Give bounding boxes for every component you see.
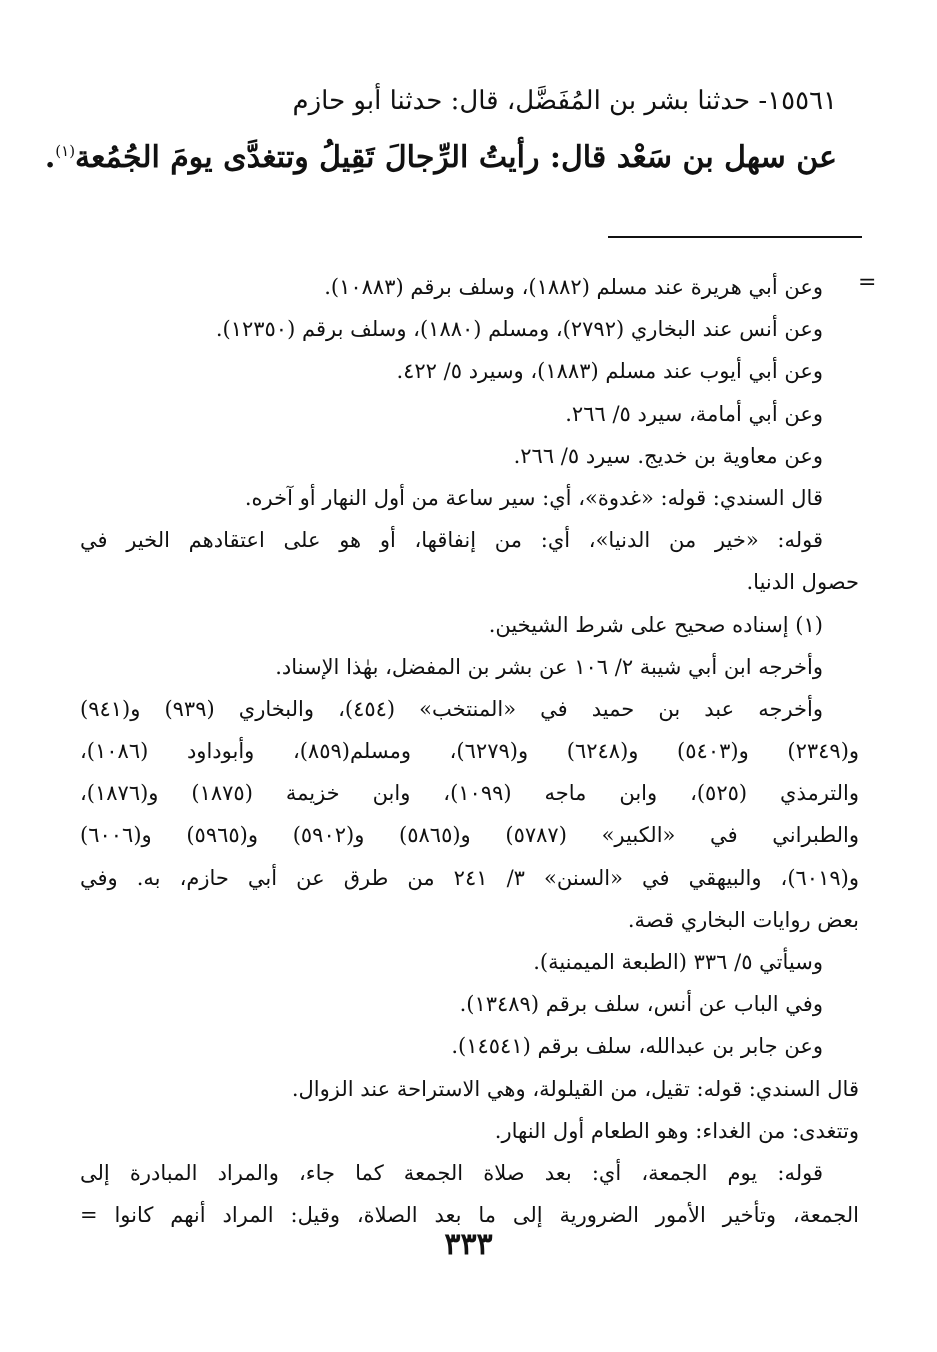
- footnote-line: وعن أبي أيوب عند مسلم (١٨٨٣)، وسيرد ٥/ ٤٢٢.: [396, 359, 823, 384]
- hadith-line-2-end: .: [44, 140, 56, 175]
- footnote-line: قال السندي: قوله: «غدوة»، أي: سير ساعة من أول النهار أو آخره.: [244, 485, 823, 510]
- footnote-line: وعن أنس عند البخاري (٢٧٩٢)، ومسلم (١٨٨٠)، وسلف برقم (١٢٣٥٠).: [215, 317, 823, 342]
- continuation-mark: =: [858, 270, 877, 295]
- hadith-isnad-line: [100, 86, 837, 116]
- footnote-line: والطبراني في «الكبير» (٥٧٨٧) و(٥٨٦٥) و(٥٩٠٢) و(٥٩٦٥) و(٦٠٠٦): [80, 823, 859, 848]
- footnote-line: وتتغدى: من الغداء: وهو الطعام أول النهار.: [494, 1118, 859, 1143]
- footnote-line: و(٦٠١٩)، والبيهقي في «السنن» ٣/ ٢٤١ من طرق عن أبي حازم، به. وفي: [80, 865, 859, 890]
- footnote-line: وعن جابر بن عبدالله، سلف برقم (١٤٥٤١).: [451, 1034, 823, 1059]
- footnotes-block: [80, 266, 859, 1236]
- footnote-line: وأخرجه ابن أبي شيبة ٢/ ١٠٦ عن بشر بن المفضل، بهٰذا الإسناد.: [275, 654, 823, 679]
- footnote-line: بعض روايات البخاري قصة.: [627, 907, 859, 932]
- hadith-matn-line: [44, 140, 837, 175]
- page-number: ٣٣٣: [444, 1227, 493, 1262]
- footnote-line: (١) إسناده صحيح على شرط الشيخين.: [488, 612, 823, 637]
- footnote-line: والترمذي (٥٢٥)، وابن ماجه (١٠٩٩)، وابن خزيمة (١٨٧٥) و(١٨٧٦)،: [80, 781, 859, 806]
- footnote-line: قال السندي: قوله: تقيل، من القيلولة، وهي الاستراحة عند الزوال.: [291, 1076, 859, 1101]
- footnote-line: وعن أبي أمامة، سيرد ٥/ ٢٦٦.: [565, 401, 823, 426]
- footnote-line: وفي الباب عن أنس، سلف برقم (١٣٤٨٩).: [459, 992, 823, 1017]
- footnote-line: وعن أبي هريرة عند مسلم (١٨٨٢)، وسلف برقم (١٠٨٨٣).: [324, 275, 823, 299]
- footnote-line: قوله: «خير من الدنيا»، أي: من إنفاقها، أو هو على اعتقادهم الخير في: [80, 528, 823, 553]
- footnote-separator: [608, 236, 862, 238]
- footnote-line: و(٢٣٤٩) و(٥٤٠٣) و(٦٢٤٨) و(٦٢٧٩)، ومسلم(٨٥٩)، وأبوداود (١٠٨٦)،: [80, 739, 859, 764]
- hadith-line-2-text: عن سهل بن سَعْد قال: رأيتُ الرِّجالَ تَقِيلُ وتتغدَّى يومَ الجُمُعة: [75, 140, 837, 175]
- hadith-line-1-text: ١٥٥٦١- حدثنا بشر بن المُفَضَّل، قال: حدثنا أبو حازم: [292, 86, 837, 116]
- footnote-line: قوله: يوم الجمعة، أي: بعد صلاة الجمعة كما جاء، والمراد المبادرة إلى: [80, 1160, 823, 1185]
- footnote-line: وأخرجه عبد بن حميد في «المنتخب» (٤٥٤)، والبخاري (٩٣٩) و(٩٤١): [80, 696, 823, 721]
- footnote-line: الجمعة، وتأخير الأمور الضرورية إلى ما بعد الصلاة، وقيل: المراد أنهم كانوا =: [80, 1203, 859, 1228]
- footnote-reference: (١): [55, 142, 76, 160]
- footnote-line: وسيأتي ٥/ ٣٣٦ (الطبعة الميمنية).: [533, 950, 823, 974]
- footnote-line: حصول الدنيا.: [746, 570, 859, 595]
- footnote-line: وعن معاوية بن خديج. سيرد ٥/ ٢٦٦.: [513, 443, 823, 468]
